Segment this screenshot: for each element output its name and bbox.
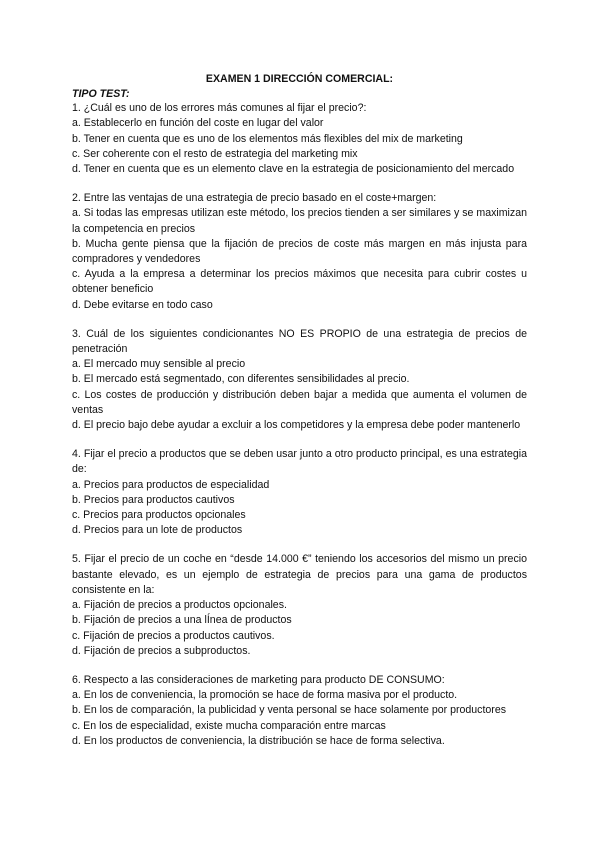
option-d: d. Tener en cuenta que es un elemento clave en la estrategia de posicionamiento del mercado (72, 163, 515, 176)
option-d: d. En los productos de conveniencia, la distribución se hace de forma selectiva. (72, 734, 445, 747)
question-stem: 4. Fijar el precio a productos que se deben usar junto a otro producto principal, es una estrategia de: (72, 448, 527, 476)
question-2 (72, 191, 527, 313)
section-heading: TIPO TEST: (72, 88, 130, 101)
option-b: b. Tener en cuenta que es uno de los elementos más flexibles del mix de marketing (72, 132, 463, 145)
option-d: d. Debe evitarse en todo caso (72, 298, 213, 311)
option-c: c. Fijación de precios a productos cautivos. (72, 629, 275, 642)
option-a: a. En los de conveniencia, la promoción se hace de forma masiva por el producto. (72, 689, 458, 702)
option-b: b. Mucha gente piensa que la fijación de precios de coste más margen en más injusta para compradores y vendedores (72, 237, 527, 266)
option-d: d. El precio bajo debe ayudar a excluir a los competidores y la empresa debe poder mantenerlo (72, 419, 521, 432)
exam-title: EXAMEN 1 DIRECCIÓN COMERCIAL: (205, 73, 394, 85)
option-a: a. Establecerlo en función del coste en lugar del valor (72, 117, 324, 130)
option-a: a. Fijación de precios a productos opcionales. (72, 599, 287, 612)
option-d: d. Precios para un lote de productos (72, 524, 243, 537)
question-stem: 3. Cuál de los siguientes condicionantes NO ES PROPIO de una estrategia de precios de penetración (72, 327, 527, 356)
question-stem: 6. Respecto a las consideraciones de marketing para producto DE CONSUMO: (72, 673, 445, 686)
question-6 (72, 673, 527, 749)
option-b: b. Fijación de precios a una lÍnea de productos (72, 614, 292, 627)
option-d: d. Fijación de precios a subproductos. (72, 644, 251, 657)
option-a: a. El mercado muy sensible al precio (72, 358, 246, 371)
option-a: a. Si todas las empresas utilizan este método, los precios tienden a ser similares y se maximizan la competencia en precios (72, 207, 527, 235)
document-content (72, 72, 527, 763)
question-5 (72, 552, 527, 658)
question-1 (72, 101, 527, 177)
option-c: c. En los de especialidad, existe mucha comparación entre marcas (72, 719, 386, 732)
question-stem: 1. ¿Cuál es uno de los errores más comunes al fijar el precio?: (72, 102, 367, 115)
question-stem: 2. Entre las ventajas de una estrategia de precio basado en el coste+margen: (72, 192, 437, 205)
option-a: a. Precios para productos de especialidad (72, 478, 270, 491)
option-b: b. El mercado está segmentado, con diferentes sensibilidades al precio. (72, 373, 410, 386)
option-c: c. Los costes de producción y distribución deben bajar a medida que aumenta el volumen de ventas (72, 388, 527, 416)
question-stem: 5. Fijar el precio de un coche en “desde 14.000 €” teniendo los accesorios del mismo un precio bastante elevado, es un ejemplo de estrategia de precios para una gama de productos consistente en la: (72, 553, 527, 596)
option-c: c. Ser coherente con el resto de estrategia del marketing mix (72, 147, 358, 160)
option-c: c. Ayuda a la empresa a determinar los precios máximos que necesita para cubrir costes u obtener beneficio (72, 268, 527, 296)
question-4 (72, 447, 527, 538)
option-b: b. En los de comparación, la publicidad y venta personal se hace solamente por productores (72, 704, 507, 717)
question-3 (72, 327, 527, 433)
option-b: b. Precios para productos cautivos (72, 493, 235, 506)
option-c: c. Precios para productos opcionales (72, 509, 246, 522)
